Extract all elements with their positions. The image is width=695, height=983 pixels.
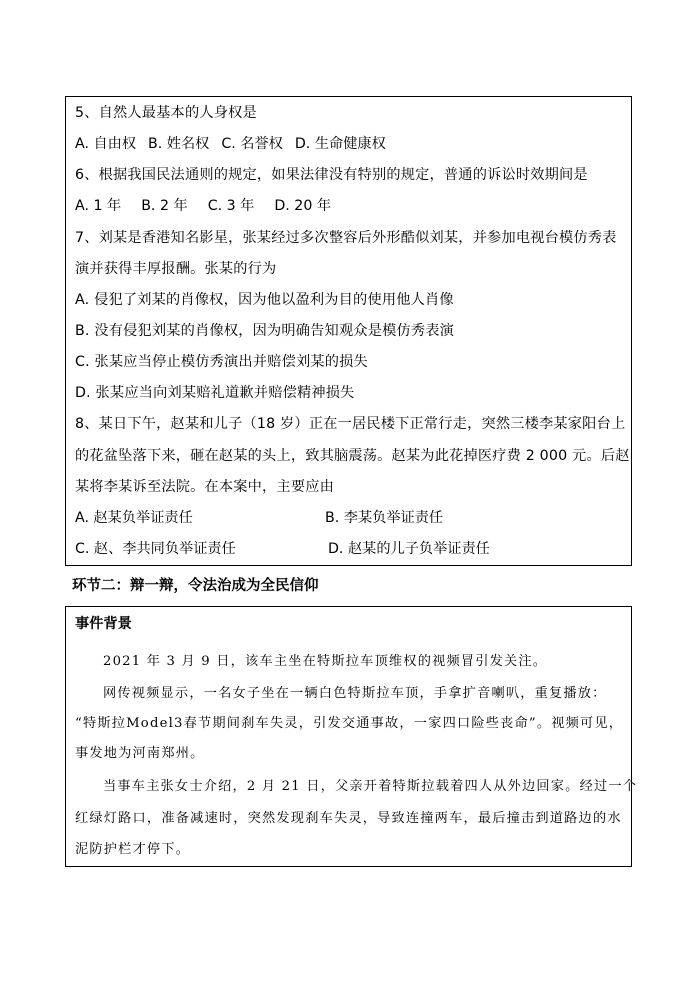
q6-option-d: D. 20 年	[274, 198, 332, 214]
background-paragraph-3-line1: 当事车主张女士介绍，2 月 21 日，父亲开着特斯拉载着四人从外边回家。经过一个	[103, 779, 638, 794]
q5-option-a: A. 自由权	[75, 136, 137, 152]
q6-option-a: A. 1 年	[75, 198, 122, 214]
q8-option-c: C. 赵、李共同负举证责任	[75, 541, 236, 557]
q7-option-b: B. 没有侵犯刘某的肖像权，因为明确告知观众是模仿秀表演	[75, 323, 455, 339]
q6-option-b: B. 2 年	[141, 198, 188, 214]
background-paragraph-2-line2: “特斯拉Model3春节期间刹车失灵，引发交通事故，一家四口险些丧命”。视频可见，	[75, 716, 624, 731]
q7-stem-line1: 7、刘某是香港知名影星，张某经过多次整容后外形酷似刘某，并参加电视台模仿秀表	[75, 230, 617, 246]
q7-option-a: A. 侵犯了刘某的肖像权，因为他以盈利为目的使用他人肖像	[75, 292, 454, 308]
background-paragraph-1: 2021 年 3 月 9 日，该车主坐在特斯拉车顶维权的视频冒引发关注。	[103, 654, 548, 669]
q5-option-c: C. 名誉权	[221, 136, 283, 152]
q6-options	[75, 196, 331, 216]
background-paragraph-2-line1: 网传视频显示，一名女子坐在一辆白色特斯拉车顶，手拿扩音喇叭，重复播放：	[103, 686, 607, 701]
q8-stem-line3: 某将李某诉至法院。在本案中，主要应由	[75, 479, 334, 495]
background-paragraph-3-line3: 泥防护栏才停下。	[75, 842, 191, 857]
q7-stem-line2: 演并获得丰厚报酬。张某的行为	[75, 261, 277, 277]
q6-option-c: C. 3 年	[207, 198, 255, 214]
q8-options-row2	[75, 539, 490, 559]
q5-option-b: B. 姓名权	[148, 136, 210, 152]
q8-stem-line1: 8、某日下午，赵某和儿子（18 岁）正在一居民楼下正常行走，突然三楼李某家阳台上	[75, 416, 626, 432]
q8-option-d: D. 赵某的儿子负举证责任	[328, 541, 490, 557]
background-paragraph-3-line2: 红绿灯路口，准备减速时，突然发现刹车失灵，导致连撞两车，最后撞击到道路边的水	[75, 811, 622, 826]
q5-option-d: D. 生命健康权	[294, 136, 386, 152]
q5-stem: 5、自然人最基本的人身权是	[75, 105, 257, 121]
q7-option-d: D. 张某应当向刘某赔礼道歉并赔偿精神损失	[75, 385, 355, 401]
section2-title: 环节二：辩一辩，令法治成为全民信仰	[72, 578, 319, 594]
background-paragraph-2-line3: 事发地为河南郑州。	[75, 746, 205, 761]
q8-option-a: A. 赵某负举证责任	[75, 510, 193, 526]
q7-option-c: C. 张某应当停止模仿秀演出并赔偿刘某的损失	[75, 354, 368, 370]
q6-stem: 6、根据我国民法通则的规定，如果法律没有特别的规定，普通的诉讼时效期间是	[75, 167, 588, 183]
q8-options-row1	[75, 508, 444, 528]
q8-option-b: B. 李某负举证责任	[325, 510, 444, 526]
q8-stem-line2: 的花盆坠落下来，砸在赵某的头上，致其脑震荡。赵某为此花掉医疗费 2 000 元。后赵	[75, 448, 630, 464]
background-label: 事件背景	[75, 616, 132, 632]
q5-options	[75, 134, 386, 154]
